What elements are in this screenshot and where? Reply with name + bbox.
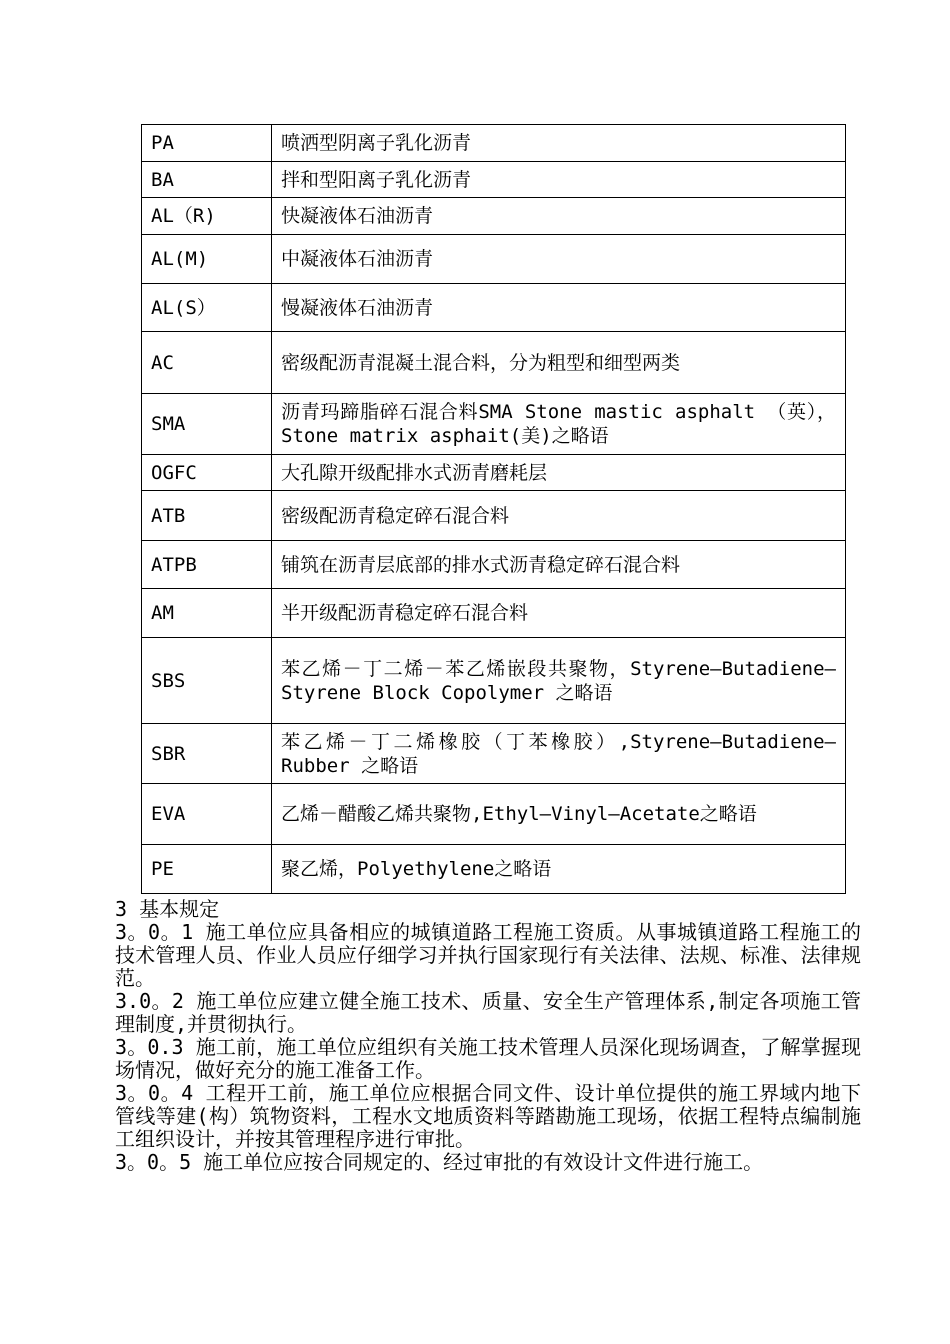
abbreviation-code: PA [142, 125, 272, 162]
abbreviation-description: 乙烯－醋酸乙烯共聚物,Ethyl—Vinyl—Acetate之略语 [272, 784, 846, 845]
table-row [142, 845, 846, 894]
table-row [142, 638, 846, 724]
abbreviation-code: ATPB [142, 541, 272, 589]
table-row [142, 284, 846, 332]
abbreviation-code: SBS [142, 638, 272, 724]
abbreviation-description: 密级配沥青混凝土混合料，分为粗型和细型两类 [272, 332, 846, 394]
abbreviation-code: SBR [142, 724, 272, 784]
abbreviation-description: 密级配沥青稳定碎石混合料 [272, 491, 846, 541]
paragraph: 3。0。4 工程开工前，施工单位应根据合同文件、设计单位提供的施工界域内地下管线等建(构）筑物资料，工程水文地质资料等踏勘施工现场，依据工程特点编制施工组织设计，并按其管理程序进行审批。 [115, 1081, 861, 1151]
table-row [142, 589, 846, 638]
abbreviation-code: AL（R) [142, 198, 272, 235]
abbreviation-code: SMA [142, 394, 272, 455]
abbreviation-description: 喷洒型阴离子乳化沥青 [272, 125, 846, 162]
abbreviation-description: 快凝液体石油沥青 [272, 198, 846, 235]
abbreviation-description: 拌和型阳离子乳化沥青 [272, 162, 846, 198]
table-row [142, 784, 846, 845]
abbreviation-code: ATB [142, 491, 272, 541]
paragraph: 3。0.3 施工前，施工单位应组织有关施工技术管理人员深化现场调查，了解掌握现场情况，做好充分的施工准备工作。 [115, 1035, 861, 1082]
table-row [142, 724, 846, 784]
table-row [142, 162, 846, 198]
table-row [142, 394, 846, 455]
abbreviation-description: 铺筑在沥青层底部的排水式沥青稳定碎石混合料 [272, 541, 846, 589]
abbreviation-description: 半开级配沥青稳定碎石混合料 [272, 589, 846, 638]
abbreviation-code: EVA [142, 784, 272, 845]
abbreviation-description: 苯乙烯－丁二烯－苯乙烯嵌段共聚物，Styrene—Butadiene—Styrene Block Copolymer 之略语 [272, 638, 846, 724]
table-row [142, 491, 846, 541]
basic-provisions-section [115, 898, 861, 1174]
abbreviation-code: BA [142, 162, 272, 198]
abbreviation-code: AL(S） [142, 284, 272, 332]
section-heading: 3 基本规定 [115, 897, 220, 921]
table-row [142, 541, 846, 589]
abbreviation-code: AL(M) [142, 235, 272, 284]
paragraph: 3。0。5 施工单位应按合同规定的、经过审批的有效设计文件进行施工。 [115, 1150, 764, 1174]
abbreviation-description: 大孔隙开级配排水式沥青磨耗层 [272, 455, 846, 491]
table-row [142, 332, 846, 394]
paragraph: 3.0。2 施工单位应建立健全施工技术、质量、安全生产管理体系,制定各项施工管理制度,并贯彻执行。 [115, 989, 861, 1036]
abbreviation-description: 沥青玛蹄脂碎石混合料SMA Stone mastic asphalt （英），Stone matrix asphait(美)之略语 [272, 394, 846, 455]
abbreviation-description: 中凝液体石油沥青 [272, 235, 846, 284]
abbreviation-code: AM [142, 589, 272, 638]
abbreviation-code: AC [142, 332, 272, 394]
abbreviation-table [141, 124, 846, 894]
paragraph: 3。0。1 施工单位应具备相应的城镇道路工程施工资质。从事城镇道路工程施工的技术管理人员、作业人员应仔细学习并执行国家现行有关法律、法规、标准、法律规范。 [115, 920, 861, 990]
abbreviation-code: OGFC [142, 455, 272, 491]
table-row [142, 455, 846, 491]
table-row [142, 125, 846, 162]
table-row [142, 235, 846, 284]
abbreviation-code: PE [142, 845, 272, 894]
abbreviation-description: 苯乙烯－丁二烯橡胶（丁苯橡胶）,Styrene—Butadiene—Rubber 之略语 [272, 724, 846, 784]
abbreviation-description: 聚乙烯，Polyethylene之略语 [272, 845, 846, 894]
abbreviation-description: 慢凝液体石油沥青 [272, 284, 846, 332]
table-row [142, 198, 846, 235]
